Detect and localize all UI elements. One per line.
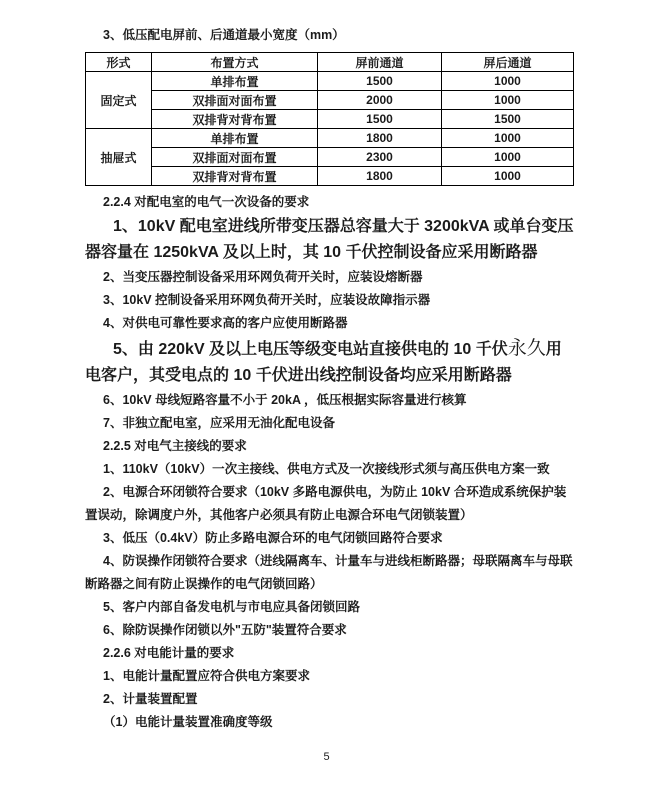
rear-cell: 1000: [442, 129, 574, 148]
table-row: [86, 110, 574, 129]
section-226-item-2: 2、计量装置配置: [103, 692, 198, 706]
layout-cell: 单排布置: [152, 129, 318, 148]
section-225-item-1: 1、110kV（10kV）一次主接线、供电方式及一次接线形式须与高压供电方案一致: [103, 462, 550, 476]
table-row: [86, 72, 574, 91]
section-225-heading: 2.2.5 对电气主接线的要求: [103, 439, 247, 453]
section-225-item-5: 5、客户内部自备发电机与市电应具备闭锁回路: [103, 600, 360, 614]
column-header-front: 屏前通道: [318, 53, 442, 72]
front-cell: 2300: [318, 148, 442, 167]
front-cell: 1500: [318, 110, 442, 129]
layout-cell: 双排背对背布置: [152, 167, 318, 186]
rear-cell: 1000: [442, 72, 574, 91]
section-224-item-6: 6、10kV 母线短路容量不小于 20kA ，低压根据实际容量进行核算: [103, 393, 467, 407]
front-cell: 1800: [318, 167, 442, 186]
table-section-title: 3、低压配电屏前、后通道最小宽度（mm）: [103, 28, 345, 42]
section-226-item-3: （1）电能计量装置准确度等级: [103, 715, 273, 729]
rear-cell: 1000: [442, 91, 574, 110]
section-225-item-6: 6、除防误操作闭锁以外"五防"装置符合要求: [103, 623, 347, 637]
layout-cell: 双排背对背布置: [152, 110, 318, 129]
section-224-item-1: 1、10kV 配电室进线所带变压器总容量大于 3200kVA 或单台变压器容量在 1250kVA 及以上时，其 10 千伏控制设备应采用断路器: [85, 218, 574, 261]
table-row: [86, 148, 574, 167]
section-224-item-3: 3、10kV 控制设备采用环网负荷开关时，应装设故障指示器: [103, 293, 431, 307]
section-224-item-5-text: 5、由 220kV 及以上电压等级变电站直接供电的 10 千伏: [113, 341, 508, 358]
layout-cell: 单排布置: [152, 72, 318, 91]
column-header-layout: 布置方式: [152, 53, 318, 72]
section-225-item-2: 2、电源合环闭锁符合要求（10kV 多路电源供电，为防止 10kV 合环造成系统保护装置误动，除调度户外，其他客户必须具有防止电源合环电气闭锁装置）: [85, 485, 567, 522]
table-header-row: [86, 53, 574, 72]
passage-width-table: [85, 52, 574, 186]
rear-cell: 1000: [442, 167, 574, 186]
rear-cell: 1000: [442, 148, 574, 167]
front-cell: 1500: [318, 72, 442, 91]
layout-cell: 双排面对面布置: [152, 148, 318, 167]
column-header-form: 形式: [86, 53, 152, 72]
front-cell: 2000: [318, 91, 442, 110]
front-cell: 1800: [318, 129, 442, 148]
section-225-item-3: 3、低压（0.4kV）防止多路电源合环的电气闭锁回路符合要求: [103, 531, 443, 545]
section-226-heading: 2.2.6 对电能计量的要求: [103, 646, 235, 660]
column-header-rear: 屏后通道: [442, 53, 574, 72]
table-row: [86, 91, 574, 110]
document-content: [85, 24, 577, 734]
section-224-item-5: [85, 335, 577, 389]
section-224-heading: 2.2.4 对配电室的电气一次设备的要求: [103, 195, 310, 209]
page-number: 5: [323, 751, 330, 763]
form-cell-fixed: 固定式: [86, 72, 152, 129]
section-224-item-5-emphasis: 永久: [507, 337, 546, 359]
section-226-item-1: 1、电能计量配置应符合供电方案要求: [103, 669, 310, 683]
table-row: [86, 167, 574, 186]
form-cell-drawer: 抽屉式: [86, 129, 152, 186]
section-224-item-5-text-end: 用电客户，其受电点的 10 千伏进出线控制设备均应采用断路器: [85, 341, 562, 384]
table-row: [86, 129, 574, 148]
section-224-item-7: 7、非独立配电室，应采用无油化配电设备: [103, 416, 335, 430]
rear-cell: 1500: [442, 110, 574, 129]
section-224-item-4: 4、对供电可靠性要求高的客户应使用断路器: [103, 316, 348, 330]
layout-cell: 双排面对面布置: [152, 91, 318, 110]
section-225-item-4: 4、防误操作闭锁符合要求（进线隔离车、计量车与进线柜断路器；母联隔离车与母联断路器之间有防止误操作的电气闭锁回路）: [85, 554, 573, 591]
section-224-item-2: 2、当变压器控制设备采用环网负荷开关时，应装设熔断器: [103, 270, 423, 284]
